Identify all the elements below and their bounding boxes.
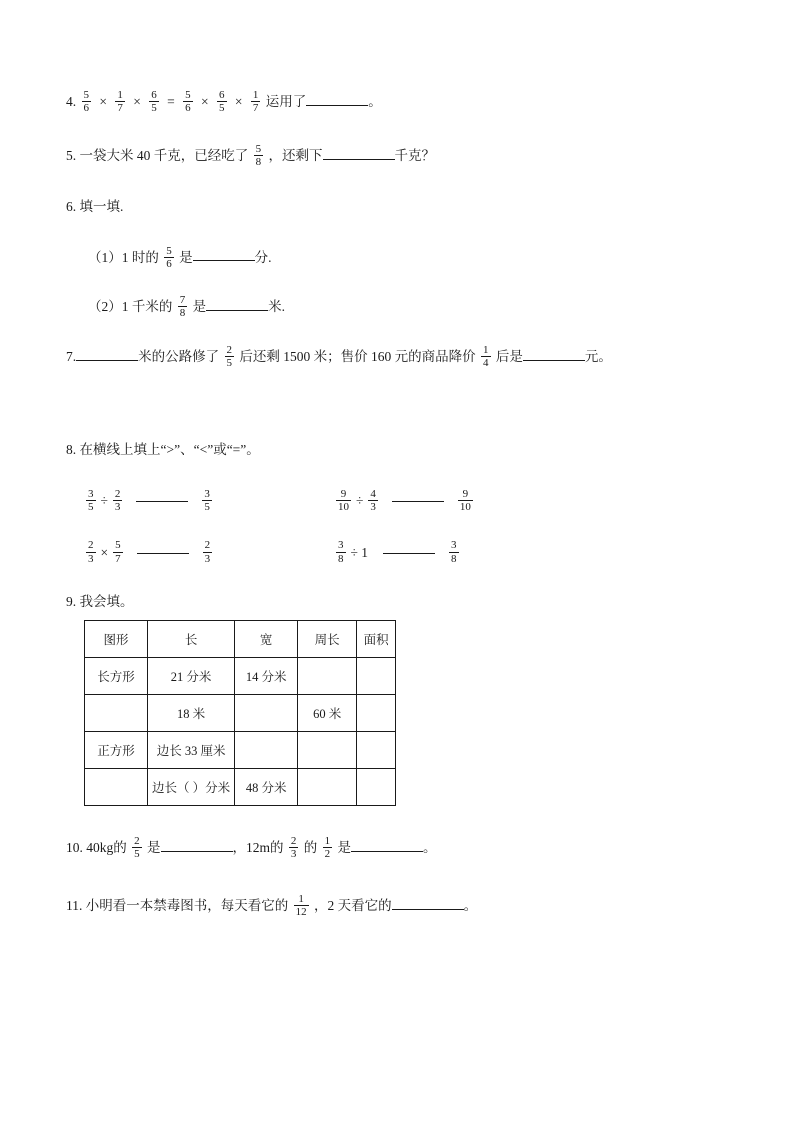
- question-8-label: 在横线上填上“>”、“<”或“=”。: [79, 442, 260, 458]
- comparison-block: [84, 489, 726, 566]
- table-cell-blank[interactable]: [235, 732, 298, 769]
- table-cell: 14 分米: [235, 658, 298, 695]
- fraction: $\frac{6}{5}$: [151, 89, 157, 115]
- question-5-text-3: 千克？: [394, 147, 435, 163]
- fraction: $\frac{3}{5}$: [88, 487, 94, 513]
- fraction: $\frac{2}{3}$: [290, 835, 297, 861]
- answer-blank[interactable]: [351, 851, 423, 852]
- table-cell: 60 米: [298, 695, 357, 732]
- table-cell-blank[interactable]: [357, 658, 396, 695]
- table-header-row: [85, 621, 396, 658]
- document-content: [66, 90, 726, 947]
- table-cell-blank[interactable]: [357, 732, 396, 769]
- question-6-sub-1-mid: 是: [179, 249, 193, 265]
- operator-divide: ÷: [100, 493, 108, 509]
- fraction: $\frac{2}{3}$: [114, 487, 121, 513]
- question-7-text-3: 后是: [495, 348, 523, 364]
- question-6-sub-2: [88, 295, 726, 321]
- question-5-text-1: 一袋大米 40 千克，已经吃了: [79, 147, 252, 163]
- answer-blank[interactable]: [161, 851, 233, 852]
- operator-multiply: ×: [99, 93, 107, 109]
- question-10-text-5: 是: [337, 840, 352, 856]
- table-cell: 边长 33 厘米: [148, 732, 235, 769]
- fraction: $\frac{2}{3}$: [88, 539, 94, 565]
- fraction: $\frac{3}{8}$: [451, 539, 457, 565]
- question-11-text-3: 。: [463, 897, 478, 913]
- question-7-text-4: 元。: [584, 348, 612, 364]
- fraction: $\frac{5}{6}$: [166, 244, 172, 270]
- fraction: $\frac{3}{5}$: [204, 487, 210, 513]
- table-cell-blank[interactable]: [235, 695, 298, 732]
- answer-blank[interactable]: [392, 501, 444, 502]
- table-header-cell: 图形: [85, 621, 148, 658]
- table-row: [85, 695, 396, 732]
- fraction: $\frac{1}{12}$: [295, 892, 307, 919]
- fraction: $\frac{5}{6}$: [185, 89, 191, 115]
- table-header-cell: 宽: [235, 621, 298, 658]
- fraction: $\frac{2}{5}$: [226, 343, 232, 370]
- question-6-number: 6.: [66, 199, 77, 215]
- table-row: [85, 769, 396, 806]
- answer-blank[interactable]: [306, 105, 368, 106]
- table-cell-blank[interactable]: [298, 658, 357, 695]
- answer-blank[interactable]: [137, 553, 189, 554]
- table-cell: 18 米: [148, 695, 235, 732]
- fraction: $\frac{9}{10}$: [459, 487, 471, 513]
- fraction: $\frac{5}{6}$: [83, 89, 89, 115]
- table-cell: 边长（ ）分米: [148, 769, 235, 806]
- answer-blank[interactable]: [383, 553, 435, 554]
- table-row: [85, 732, 396, 769]
- operator-multiply: ×: [133, 93, 141, 109]
- question-8-number: 8.: [66, 442, 77, 458]
- question-9-number: 9.: [66, 593, 77, 609]
- operator-divide: ÷: [356, 493, 364, 509]
- answer-blank[interactable]: [206, 310, 268, 311]
- question-4-period: 。: [368, 93, 382, 109]
- figure-table: [84, 620, 396, 806]
- table-cell: 48 分米: [235, 769, 298, 806]
- question-5-number: 5.: [66, 147, 77, 163]
- fraction: $\frac{4}{3}$: [370, 487, 376, 513]
- question-4: [66, 90, 726, 116]
- question-7-number: 7.: [66, 348, 77, 364]
- question-10-number: 10.: [66, 840, 83, 856]
- question-7-text-2: 后还剩 1500 米；售价 160 元的商品降价: [239, 348, 479, 364]
- fraction: $\frac{7}{8}$: [179, 294, 186, 320]
- operator-divide-one: ÷ 1: [350, 545, 369, 561]
- answer-blank[interactable]: [523, 360, 585, 361]
- comparison-item: [334, 540, 584, 566]
- question-5-text-2: ，还剩下: [268, 147, 323, 163]
- question-11-number: 11.: [66, 897, 83, 913]
- question-8: [66, 440, 726, 460]
- operator-multiply: ×: [234, 93, 243, 109]
- answer-blank[interactable]: [323, 159, 395, 160]
- spacer: [66, 398, 726, 440]
- question-7-text-1: 米的公路修了: [138, 348, 223, 364]
- table-header-cell: 周长: [298, 621, 357, 658]
- question-11: [66, 894, 726, 920]
- fraction: $\frac{2}{5}$: [134, 835, 140, 861]
- fraction: $\frac{5}{7}$: [115, 539, 121, 565]
- question-11-text-2: ，2 天看它的: [314, 897, 392, 913]
- table-row: [85, 658, 396, 695]
- comparison-row: [84, 489, 726, 515]
- question-6-sub-2-mid: 是: [192, 299, 207, 315]
- question-11-text-1: 小明看一本禁毒图书，每天看它的: [85, 897, 292, 913]
- answer-blank[interactable]: [392, 909, 464, 910]
- question-6: [66, 197, 726, 217]
- comparison-row: [84, 540, 726, 566]
- fraction: $\frac{1}{4}$: [483, 343, 489, 370]
- question-6-sub-2-tail: 米.: [268, 299, 285, 315]
- question-10-text-3: ，12m的: [232, 840, 287, 856]
- question-7: [66, 345, 726, 371]
- table-cell-blank[interactable]: [357, 695, 396, 732]
- comparison-item: [84, 540, 334, 566]
- fraction: $\frac{5}{8}$: [255, 142, 262, 168]
- fraction: $\frac{1}{7}$: [117, 89, 123, 115]
- table-cell-blank[interactable]: [85, 695, 148, 732]
- comparison-item: [84, 489, 334, 515]
- table-cell-blank[interactable]: [357, 769, 396, 806]
- question-4-number: 4.: [66, 93, 77, 109]
- fraction: $\frac{6}{5}$: [219, 89, 225, 115]
- table-cell-blank[interactable]: [85, 769, 148, 806]
- fraction: $\frac{9}{10}$: [338, 487, 349, 513]
- question-6-label: 填一填.: [79, 199, 124, 215]
- table-cell: 正方形: [85, 732, 148, 769]
- question-4-text: 运用了: [265, 93, 307, 109]
- question-10: [66, 836, 726, 862]
- fraction: $\frac{3}{8}$: [338, 539, 344, 565]
- table-cell: 21 分米: [148, 658, 235, 695]
- fraction: $\frac{1}{7}$: [252, 89, 259, 115]
- operator-multiply: ×: [100, 545, 109, 561]
- question-6-sub-1-tail: 分.: [254, 249, 272, 265]
- table-header-cell: 面积: [357, 621, 396, 658]
- question-6-sub-2-lead: （2）1 千米的: [88, 299, 176, 315]
- question-10-text-6: 。: [423, 840, 437, 856]
- comparison-item: [334, 489, 584, 515]
- question-5: [66, 144, 726, 170]
- operator-multiply: ×: [201, 93, 209, 109]
- table-cell-blank[interactable]: [298, 769, 357, 806]
- question-10-text-1: 40kg的: [86, 840, 131, 856]
- question-9: [66, 592, 726, 612]
- table-cell: 长方形: [85, 658, 148, 695]
- answer-blank[interactable]: [76, 360, 138, 361]
- question-6-sub-1: [88, 246, 726, 272]
- answer-blank[interactable]: [193, 260, 255, 261]
- question-10-text-4: 的: [303, 840, 321, 856]
- question-9-label: 我会填。: [79, 593, 134, 609]
- operator-equals: =: [167, 93, 175, 109]
- answer-blank[interactable]: [136, 501, 188, 502]
- question-6-sub-1-lead: （1）1 时的: [88, 249, 163, 265]
- question-10-text-2: 是: [147, 840, 161, 856]
- table-header-cell: 长: [148, 621, 235, 658]
- table-cell-blank[interactable]: [298, 732, 357, 769]
- fraction: $\frac{1}{2}$: [324, 835, 331, 861]
- fraction: $\frac{2}{3}$: [204, 539, 211, 565]
